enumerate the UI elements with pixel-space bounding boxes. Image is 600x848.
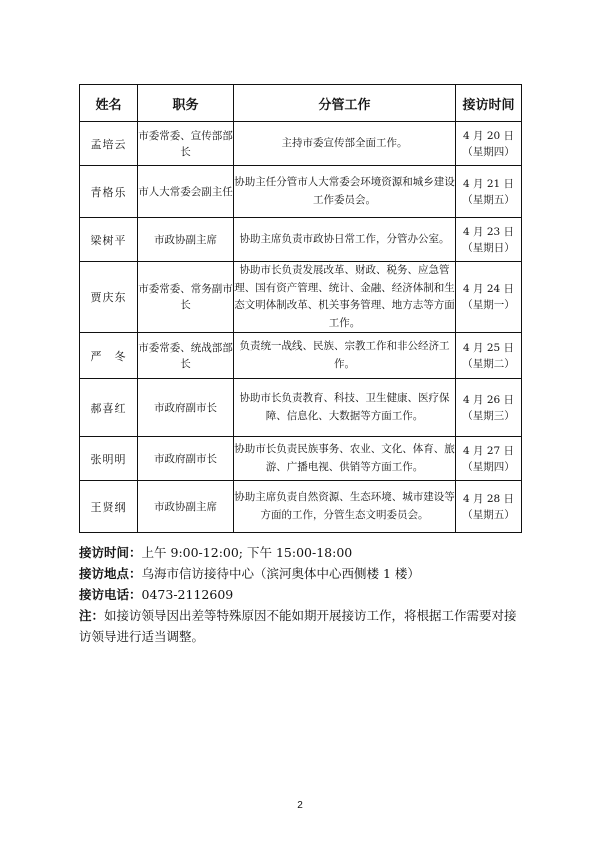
- table-row: [80, 379, 522, 437]
- cell-title: 市政协副主席: [138, 218, 234, 262]
- cell-name: 郝喜红: [80, 379, 138, 437]
- reception-place-label: 接访地点：: [79, 566, 142, 581]
- reception-place-line: [79, 563, 527, 584]
- reception-phone-value: 0473-2112609: [141, 587, 234, 602]
- weekday-text: （星期一）: [462, 299, 515, 311]
- cell-name: 严 冬: [80, 333, 138, 379]
- date-text: 4 月 21 日: [462, 177, 515, 190]
- remark-value: 如接访领导因出差等特殊原因不能如期开展接访工作，将根据工作需要对接访领导进行适当调整。: [79, 608, 517, 644]
- table-row: [80, 122, 522, 166]
- table-row: [80, 262, 522, 333]
- date-text: 4 月 25 日: [462, 341, 515, 354]
- date-text: 4 月 24 日: [462, 283, 515, 295]
- weekday-text: （星期四）: [462, 145, 515, 158]
- weekday-text: （星期二）: [462, 357, 515, 370]
- cell-title: 市政府副市长: [138, 379, 234, 437]
- table-row: [80, 166, 522, 218]
- table-row: [80, 437, 522, 481]
- cell-date: [456, 218, 522, 262]
- cell-duty: 协助市长负责教育、科技、卫生健康、医疗保障、信息化、大数据等方面工作。: [234, 379, 456, 437]
- cell-title: 市政府副市长: [138, 437, 234, 481]
- weekday-text: （星期五）: [462, 508, 515, 521]
- table-row: [80, 481, 522, 533]
- cell-name: 孟培云: [80, 122, 138, 166]
- cell-date: [456, 437, 522, 481]
- cell-date: [456, 481, 522, 533]
- weekday-text: （星期日）: [462, 241, 515, 254]
- cell-duty: 协助主席负责自然资源、生态环境、城市建设等方面的工作，分管生态文明委员会。: [234, 481, 456, 533]
- cell-duty: 协助主任分管市人大常委会环境资源和城乡建设工作委员会。: [234, 166, 456, 218]
- cell-date: [456, 333, 522, 379]
- cell-title: 市人大常委会副主任: [138, 166, 234, 218]
- cell-duty: 主持市委宣传部全面工作。: [234, 122, 456, 166]
- table-row: [80, 218, 522, 262]
- header-name: 姓名: [80, 85, 138, 122]
- cell-name: 王贤纲: [80, 481, 138, 533]
- table-row: [80, 333, 522, 379]
- weekday-text: （星期三）: [462, 409, 515, 422]
- cell-date: [456, 379, 522, 437]
- header-date: 接访时间: [456, 85, 522, 122]
- weekday-text: （星期四）: [462, 460, 515, 473]
- cell-title: 市委常委、常务副市长: [138, 262, 234, 333]
- reception-schedule-table: [79, 84, 522, 533]
- reception-time-line: [79, 542, 527, 563]
- date-text: 4 月 23 日: [462, 225, 515, 238]
- cell-duty: 协助市长负责民族事务、农业、文化、体育、旅游、广播电视、供销等方面工作。: [234, 437, 456, 481]
- header-duty: 分管工作: [234, 85, 456, 122]
- header-title: 职务: [138, 85, 234, 122]
- cell-name: 梁树平: [80, 218, 138, 262]
- cell-title: 市委常委、统战部部长: [138, 333, 234, 379]
- reception-phone-line: [79, 584, 527, 605]
- cell-duty: 负责统一战线、民族、宗教工作和非公经济工作。: [234, 333, 456, 379]
- table-header-row: [80, 85, 522, 122]
- cell-name: 张明明: [80, 437, 138, 481]
- reception-phone-label: 接访电话：: [79, 587, 142, 602]
- cell-duty: 协助市长负责发展改革、财政、税务、应急管理、国有资产管理、统计、金融、经济体制和生态文明体制改革、机关事务管理、地方志等方面工作。: [234, 262, 456, 333]
- cell-date: [456, 262, 522, 333]
- cell-name: 贾庆东: [80, 262, 138, 333]
- cell-title: 市政协副主席: [138, 481, 234, 533]
- reception-time-value: 上午 9:00-12:00; 下午 15:00-18:00: [141, 545, 353, 560]
- reception-place-value: 乌海市信访接待中心（滨河奥体中心西侧楼 1 楼）: [141, 566, 420, 581]
- cell-title: 市委常委、宣传部部长: [138, 122, 234, 166]
- date-text: 4 月 20 日: [462, 129, 515, 142]
- remark-label: 注：: [79, 608, 105, 623]
- reception-notes: [79, 542, 527, 647]
- page-number: 2: [297, 800, 303, 811]
- cell-name: 青格乐: [80, 166, 138, 218]
- date-text: 4 月 27 日: [462, 444, 515, 457]
- cell-date: [456, 166, 522, 218]
- cell-duty: 协助主席负责市政协日常工作，分管办公室。: [234, 218, 456, 262]
- weekday-text: （星期五）: [462, 193, 515, 206]
- date-text: 4 月 28 日: [462, 492, 515, 505]
- remark-line: [79, 605, 527, 647]
- cell-date: [456, 122, 522, 166]
- reception-time-label: 接访时间：: [79, 545, 142, 560]
- date-text: 4 月 26 日: [462, 393, 515, 406]
